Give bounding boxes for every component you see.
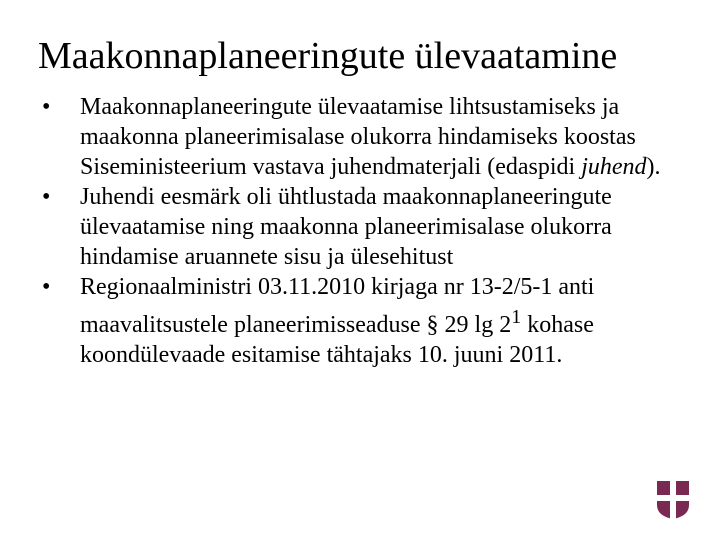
- slide-title: Maakonnaplaneeringute ülevaatamine: [38, 35, 618, 77]
- bullet-superscript: 1: [511, 306, 522, 328]
- bullet-text-3a: Regionaalministri 03.11.2010 kirjaga nr 13-2/5-1 anti maavalitsustele planeerimisseaduse § 29 lg 2: [80, 274, 595, 338]
- bullet-text-1b: ).: [646, 154, 661, 180]
- bullet-item-1: [42, 92, 682, 182]
- bullet-item-2: [42, 182, 682, 272]
- bullet-text-3b: kohase koondülevaade esitamise tähtajaks 10. juuni 2011.: [80, 312, 594, 368]
- bullet-list: [42, 92, 682, 370]
- bullet-text-2: Juhendi eesmärk oli ühtlustada maakonnaplaneeringute ülevaatamise ning maakonna planeerimisalase olukorra hindamise aruannete sisu ja ülesehitust: [80, 184, 612, 270]
- cross-shield-icon: [656, 480, 690, 520]
- bullet-item-3: [42, 272, 682, 370]
- cross-horizontal: [657, 495, 689, 501]
- bullet-italic-term: juhend: [581, 154, 647, 180]
- bullet-marker: •: [42, 94, 51, 120]
- bullet-text-1a: Maakonnaplaneeringute ülevaatamise lihtsustamiseks ja maakonna planeerimisalase olukorra hindamiseks koostas Siseministeerium vastava juhendmaterjali (edaspidi: [80, 94, 636, 180]
- bullet-marker: •: [42, 184, 51, 210]
- bullet-marker: •: [42, 274, 51, 300]
